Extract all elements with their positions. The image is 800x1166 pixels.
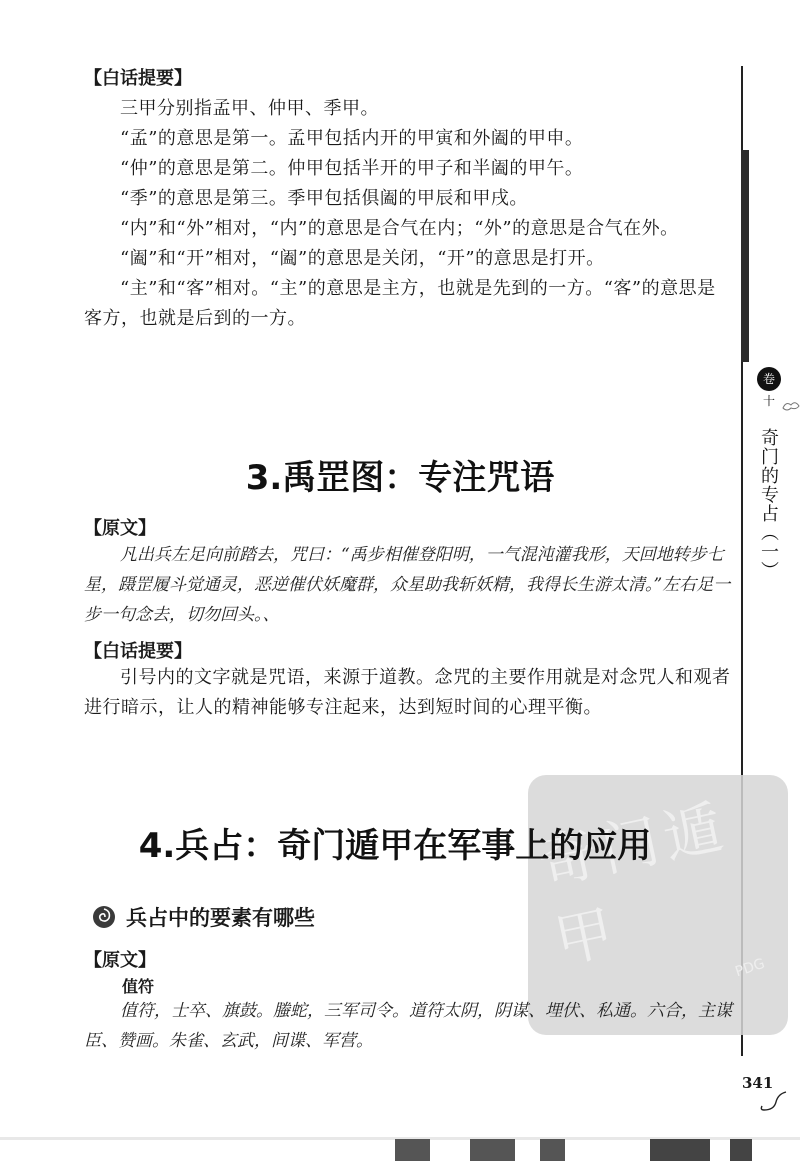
summary-line: “内”和“外”相对，“内”的意思是合气在内；“外”的意思是合气在外。	[120, 218, 679, 239]
scan-edge-noise	[0, 1131, 800, 1166]
summary-heading-3: 【白话提要】	[84, 641, 192, 662]
summary-body-3: 引号内的文字就是咒语，来源于道教。念咒的主要作用就是对念咒人和观者进行暗示，让人的精神能够专注起来，达到短时间的心理平衡。	[84, 667, 731, 718]
original-text-heading-3: 【原文】	[84, 518, 156, 539]
swirl-ornament-icon	[92, 905, 116, 929]
summary-line: “孟”的意思是第一。孟甲包括内开的甲寅和外阖的甲申。	[120, 128, 584, 149]
watermark-text: 奇门遁甲	[532, 791, 735, 977]
subsection-heading	[92, 902, 315, 932]
watermark-mark: PDG	[733, 955, 767, 981]
volume-badge: 卷	[757, 367, 781, 391]
chapter-running-head: 奇门的专占（一）	[758, 428, 779, 580]
original-text-heading-4: 【原文】	[84, 950, 156, 971]
summary-line: “仲”的意思是第二。仲甲包括半开的甲子和半阖的甲午。	[120, 158, 584, 179]
volume-number: 十	[762, 394, 775, 408]
original-text-3: 凡出兵左足向前踏去，咒曰：“禹步相催登阳明，一气混沌灌我形，天回地转步七星，蹑罡履斗觉通灵，恶逆催伏妖魔群，众星助我斩妖精，我得长生游太清。”左右足一步一句念去，切勿回头。、	[84, 545, 731, 625]
section-title-3: 3.禹罡图：专注咒语	[245, 458, 555, 498]
original-text-4: 值符，士卒、旗鼓。螣蛇，三军司令。道符太阴，阴谋、埋伏、私通。六合，主谋臣、赞画。朱雀、玄武，间谍、军营。	[84, 1001, 732, 1051]
summary-line: 三甲分别指孟甲、仲甲、季甲。	[120, 98, 379, 119]
cloud-ornament-icon	[781, 396, 800, 416]
summary-line: “季”的意思是第三。季甲包括俱阖的甲辰和甲戌。	[120, 188, 528, 209]
subsection-heading-text: 兵占中的要素有哪些	[126, 906, 315, 930]
summary-body-1	[84, 94, 734, 334]
summary-line: “阖”和“开”相对，“阖”的意思是关闭，“开”的意思是打开。	[120, 248, 605, 269]
section-title-4: 4.兵占：奇门遁甲在军事上的应用	[138, 826, 652, 866]
swash-ornament-icon	[758, 1090, 788, 1114]
term-label: 值符	[122, 977, 155, 996]
summary-heading-1: 【白话提要】	[84, 68, 192, 89]
page-number: 341	[742, 1074, 774, 1092]
summary-line: “主”和“客”相对。“主”的意思是主方，也就是先到的一方。“客”的意思是客方，也就是后到的一方。	[84, 278, 716, 329]
margin-thick-rule	[741, 150, 749, 362]
